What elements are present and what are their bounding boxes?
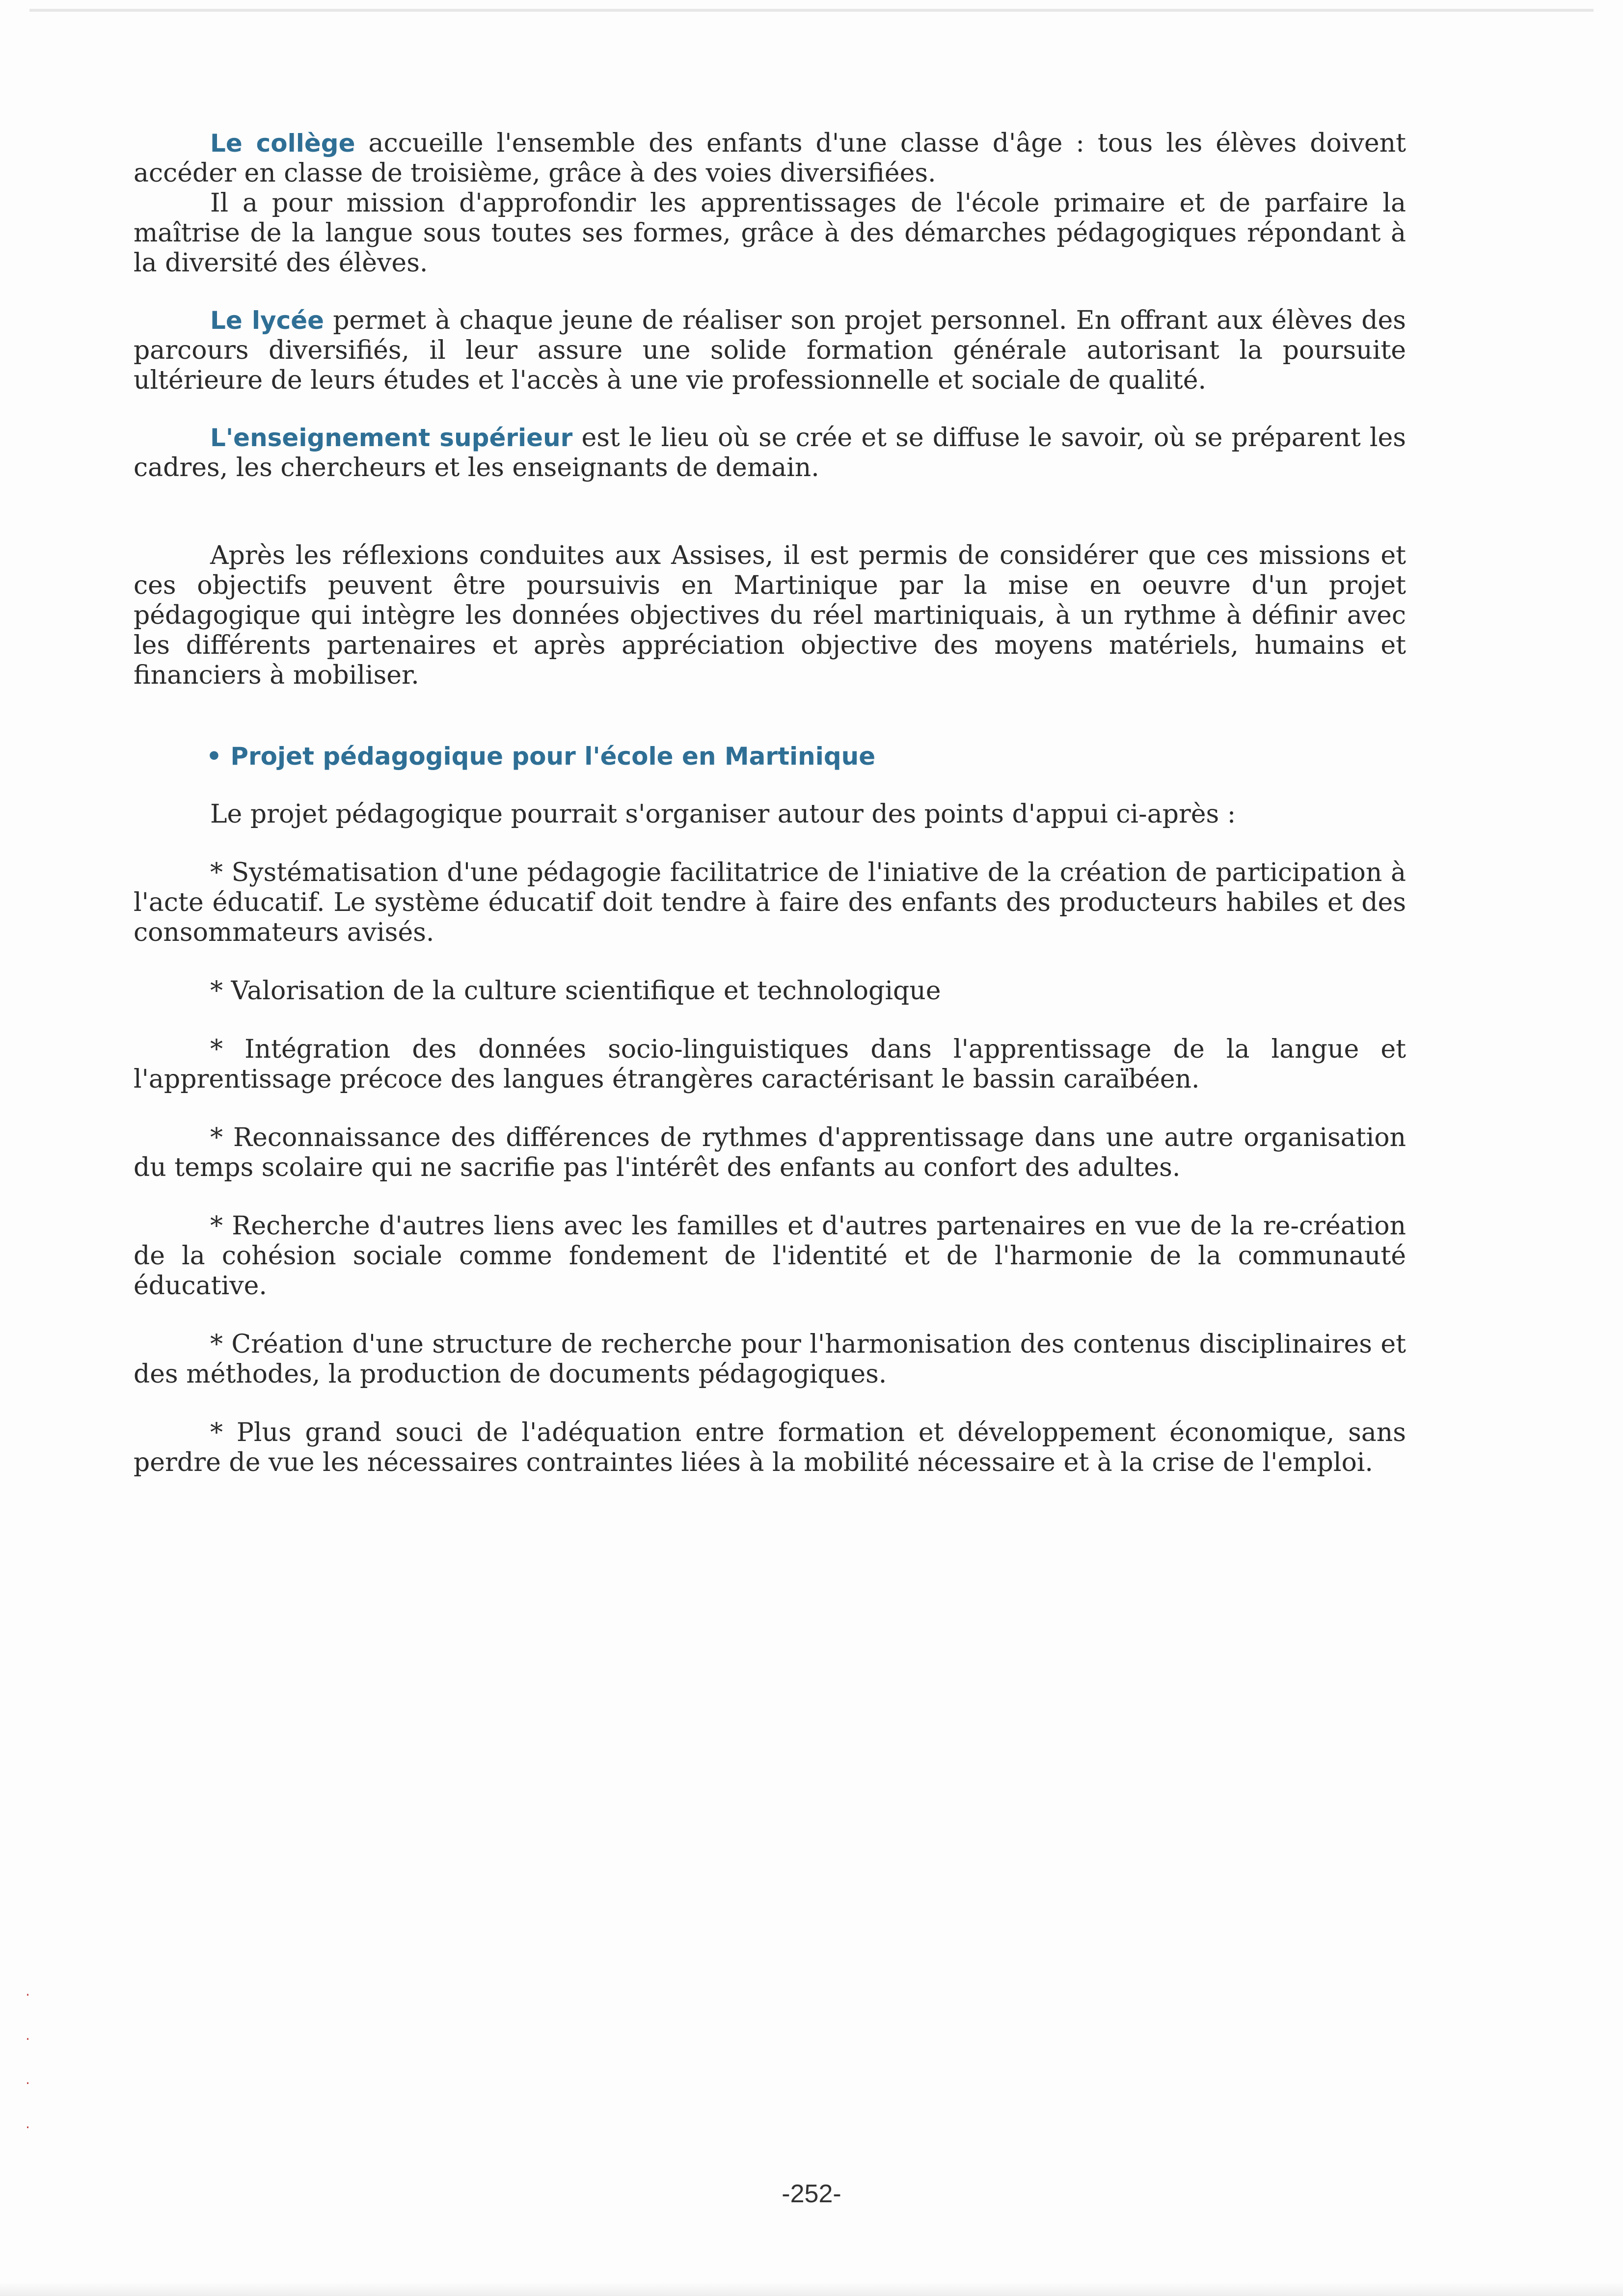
list-item: * Systématisation d'une pédagogie facilitatrice de l'iniative de la création de participation à l'acte éducatif. Le système éducatif doit tendre à faire des enfants des producteurs habiles et des consommateurs avisés. xyxy=(134,858,1406,947)
college-text-1: accueille l'ensemble des enfants d'une classe d'âge : tous les élèves doivent accéder en classe de troisième, grâce à des voies diversifiées. xyxy=(134,129,1407,188)
paragraph-lycee xyxy=(134,306,1406,396)
keyword-superieur: L'enseignement supérieur xyxy=(210,424,573,452)
list-item: * Plus grand souci de l'adéquation entre formation et développement économique, sans perdre de vue les nécessaires contraintes liées à la mobilité nécessaire et à la crise de l'emploi. xyxy=(134,1418,1406,1477)
section-heading: • Projet pédagogique pour l'école en Martinique xyxy=(206,742,876,771)
lycee-text: permet à chaque jeune de réaliser son projet personnel. En offrant aux élèves des parcours diversifiés, il leur assure une solide formation générale autorisant la poursuite ultérieure de leurs études et l'accès à une vie professionnelle et sociale de qualité. xyxy=(134,306,1406,395)
document-body xyxy=(134,129,1406,1478)
scan-margin-marks: · · · · xyxy=(26,1987,30,2136)
college-text-2: Il a pour mission d'approfondir les apprentissages de l'école primaire et de parfaire la maîtrise de la langue sous toutes ses formes, grâce à des démarches pédagogiques répondant à la diversité des élèves. xyxy=(134,188,1406,278)
scan-edge-top xyxy=(29,9,1594,12)
paragraph-college xyxy=(134,129,1406,188)
list-item: * Recherche d'autres liens avec les familles et d'autres partenaires en vue de la re-création de la cohésion sociale comme fondement de l'identité et de l'harmonie de la communauté éducative. xyxy=(134,1211,1406,1301)
keyword-college: Le collège xyxy=(210,129,355,158)
paragraph-college-mission xyxy=(134,188,1406,278)
paragraph-assises: Après les réflexions conduites aux Assises, il est permis de considérer que ces missions et ces objectifs peuvent être poursuivis en Martinique par la mise en oeuvre d'un projet pédagogique qui intègre les données objectives du réel martiniquais, à un rythme à définir avec les différents partenaires et après appréciation objective des moyens matériels, humains et financiers à mobiliser. xyxy=(134,541,1406,690)
list-item: * Reconnaissance des différences de rythmes d'apprentissage dans une autre organisation du temps scolaire qui ne sacrifie pas l'intérêt des enfants au confort des adultes. xyxy=(134,1123,1406,1182)
paragraph-superieur xyxy=(134,423,1406,483)
scan-edge-bottom xyxy=(0,2282,1623,2296)
list-item: * Création d'une structure de recherche pour l'harmonisation des contenus disciplinaires et des méthodes, la production de documents pédagogiques. xyxy=(134,1330,1406,1389)
superieur-text: est le lieu où se crée et se diffuse le savoir, où se préparent les cadres, les chercheurs et les enseignants de demain. xyxy=(134,423,1406,482)
section-intro: Le projet pédagogique pourrait s'organiser autour des points d'appui ci-après : xyxy=(210,800,1236,829)
list-item: * Valorisation de la culture scientifique et technologique xyxy=(210,976,941,1006)
keyword-lycee: Le lycée xyxy=(210,306,325,335)
page-number: -252- xyxy=(782,2180,841,2208)
list-item: * Intégration des données socio-linguistiques dans l'apprentissage de la langue et l'apprentissage précoce des langues étrangères caractérisant le bassin caraïbéen. xyxy=(134,1035,1406,1094)
